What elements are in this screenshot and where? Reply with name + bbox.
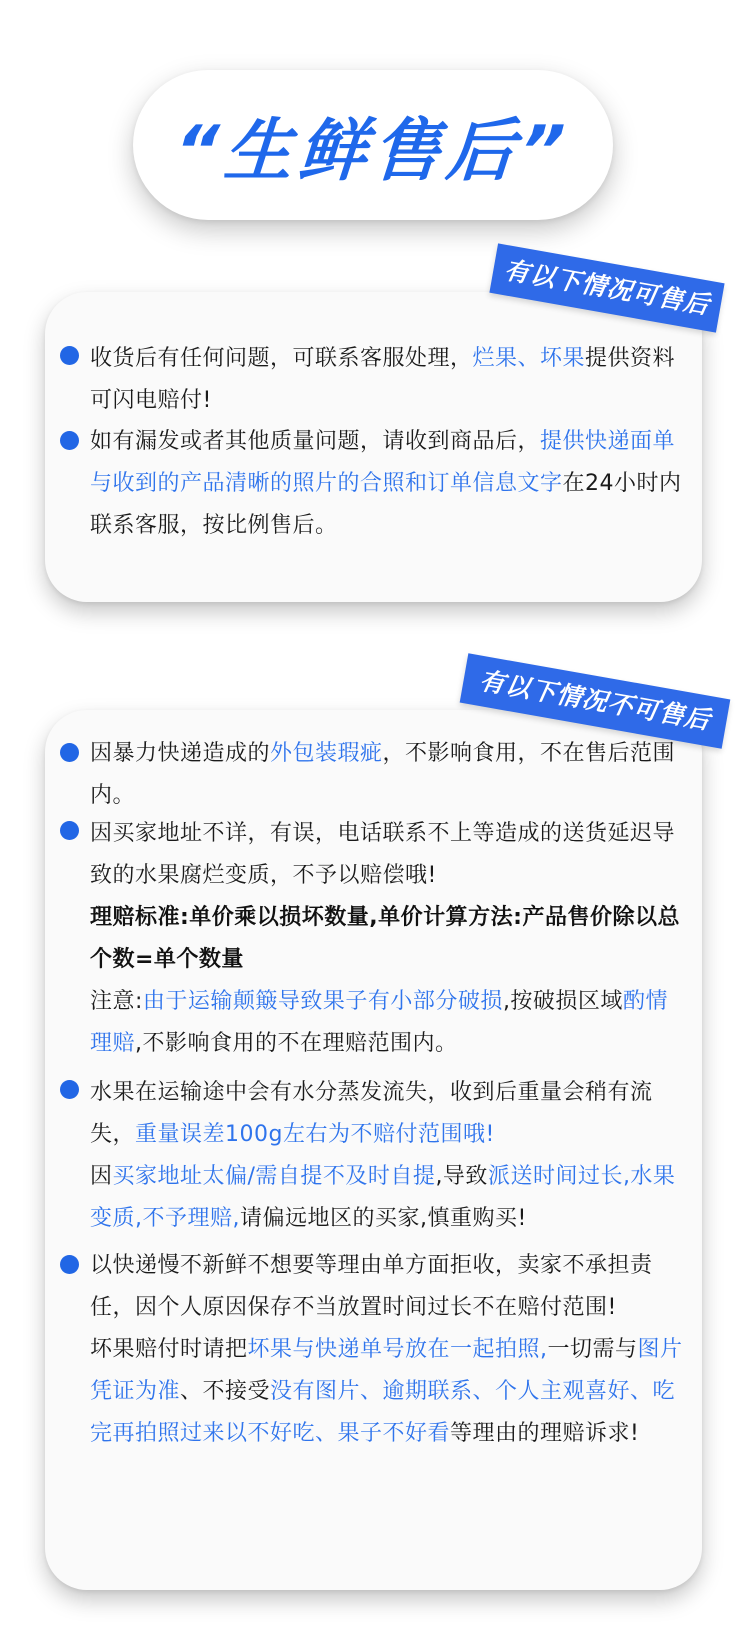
bullet-icon <box>60 1255 79 1274</box>
highlight-text: 烂果、坏果 <box>472 346 586 371</box>
list-item <box>60 1072 690 1240</box>
highlight-text: 提供快递面单与收到的产品清晰的照片的合照和订单信息文字 <box>90 429 676 496</box>
section-tag-allowed: 有以下情况可售后 <box>489 243 724 332</box>
body-text: 因暴力快递造成的 <box>90 741 271 766</box>
highlight-text: 图片凭证为准 <box>90 1337 683 1404</box>
highlight-text: 由于运输颠簸导致果子有小部分破损 <box>142 989 503 1014</box>
body-text: 以快递慢不新鲜不想要等理由单方面拒收，卖家不承担责任，因个人原因保存不当放置时间过长不在赔付范围! <box>90 1253 653 1320</box>
bold-text: 理赔标准:单价乘以损坏数量,单价计算方法:产品售价除以总个数=单个数量 <box>90 905 680 972</box>
text-block <box>90 338 690 422</box>
list-item <box>60 338 690 422</box>
title-banner <box>133 70 613 220</box>
bullet-icon <box>60 1080 79 1099</box>
body-text: 收货后有任何问题，可联系客服处理， <box>90 346 473 371</box>
highlight-text: 外包装瑕疵 <box>270 741 383 766</box>
body-text: 等理由的理赔诉求! <box>450 1421 640 1446</box>
list-item <box>60 733 690 817</box>
highlight-text: 酌情理赔 <box>90 989 668 1056</box>
body-text: 在24小时内联系客服，按比例售后。 <box>90 471 682 538</box>
body-text: ,不影响食用的不在理赔范围内。 <box>135 1031 458 1056</box>
item-text <box>90 421 690 547</box>
item-text <box>90 733 690 817</box>
bullet-icon <box>60 743 79 762</box>
text-block <box>90 1329 690 1455</box>
item-text <box>90 338 690 422</box>
body-text: ,导致 <box>435 1164 488 1189</box>
text-block <box>90 897 690 981</box>
text-block <box>90 1245 690 1329</box>
list-item <box>60 421 690 547</box>
body-text: ，不影响食用，不在售后范围内。 <box>90 741 676 808</box>
list-item <box>60 813 690 1065</box>
highlight-text: 买家地址太偏/需自提不及时自提 <box>112 1164 436 1189</box>
text-block <box>90 421 690 547</box>
body-text: 因 <box>90 1164 113 1189</box>
body-text: 坏果赔付时请把 <box>90 1337 248 1362</box>
body-text: 因买家地址不详，有误，电话联系不上等造成的送货延迟导致的水果腐烂变质，不予以赔偿哦! <box>90 821 676 888</box>
text-block <box>90 1156 690 1240</box>
body-text: 如有漏发或者其他质量问题，请收到商品后， <box>90 429 541 454</box>
body-text: 提供资料可闪电赔付! <box>90 346 676 413</box>
bullet-icon <box>60 346 79 365</box>
highlight-text: 派送时间过长,水果变质,不予理赔, <box>90 1164 676 1231</box>
body-text: 水果在运输途中会有水分蒸发流失，收到后重量会稍有流失， <box>90 1080 653 1147</box>
body-text: 一切需与 <box>547 1337 638 1362</box>
item-text <box>90 813 690 1065</box>
highlight-text: 没有图片、逾期联系、个人主观喜好、吃完再拍照过来以不好吃、果子不好看 <box>90 1379 676 1446</box>
text-block <box>90 733 690 817</box>
bullet-icon <box>60 821 79 840</box>
text-block <box>90 1072 690 1156</box>
item-text <box>90 1072 690 1240</box>
highlight-text: 重量误差100g左右为不赔付范围哦! <box>135 1122 495 1147</box>
page-title: “生鲜售后” <box>172 111 574 191</box>
text-block <box>90 813 690 897</box>
body-text: 请偏远地区的买家,慎重购买! <box>240 1206 527 1231</box>
list-item <box>60 1245 690 1455</box>
section-tag-denied: 有以下情况不可售后 <box>460 653 731 748</box>
body-text: ,按破损区域 <box>502 989 623 1014</box>
bullet-icon <box>60 431 79 450</box>
highlight-text: 坏果与快递单号放在一起拍照, <box>247 1337 548 1362</box>
text-block <box>90 981 690 1065</box>
body-text: 注意: <box>90 989 143 1014</box>
item-text <box>90 1245 690 1455</box>
body-text: 、不接受 <box>180 1379 271 1404</box>
